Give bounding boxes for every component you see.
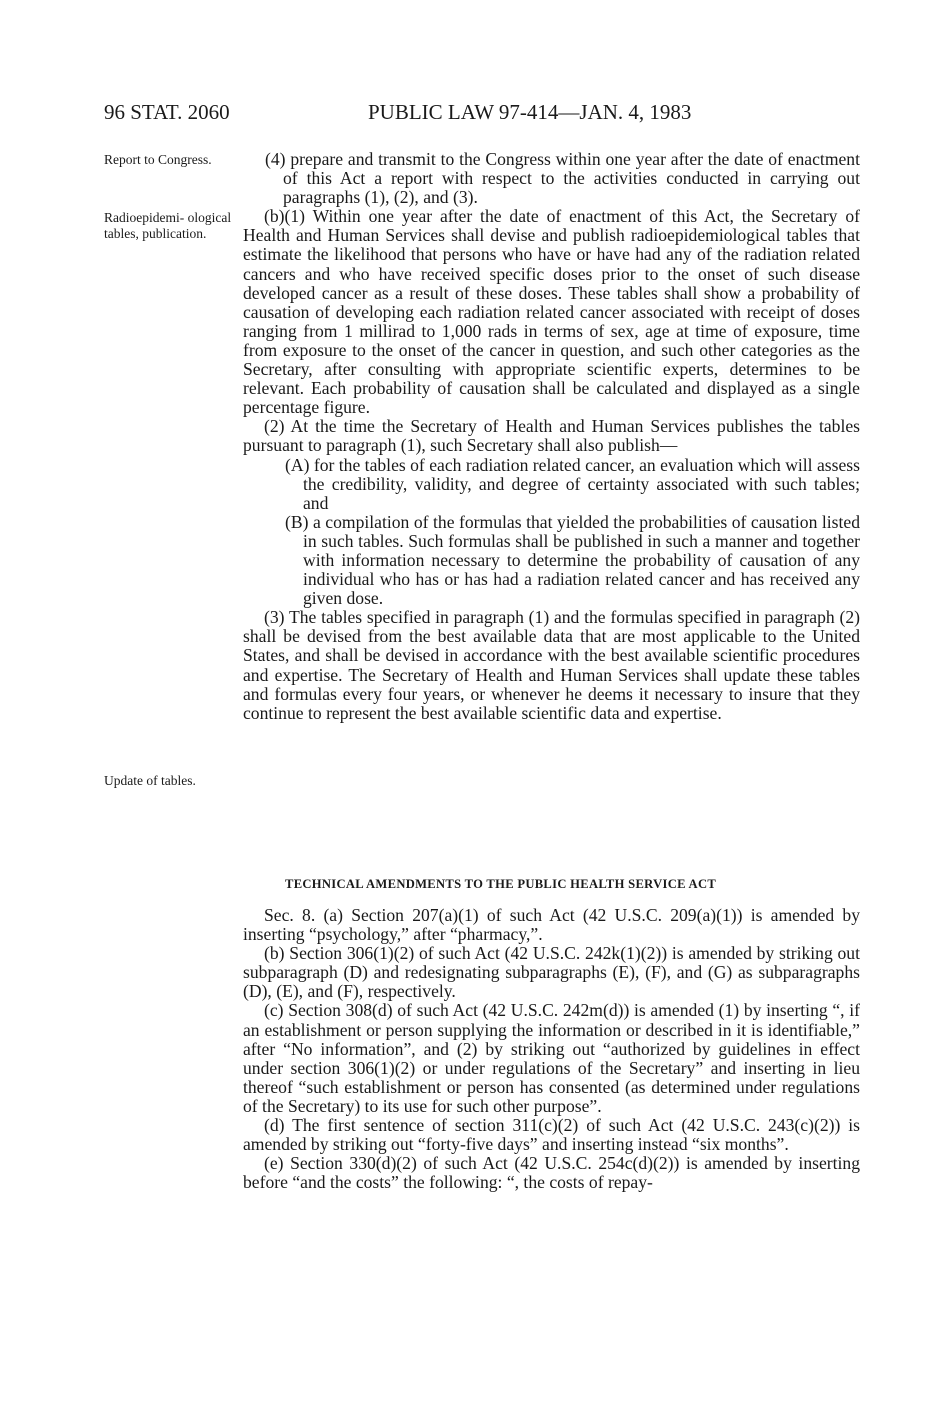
paragraph-b1: (b)(1) Within one year after the date of enactment of this Act, the Secretary of Health and Human Services shall devise and publish radioepidemiological tables that estimate the likelihood that persons who have or have had any of the radiation related cancers and who have received specific doses prior to the onset of such disease developed cancer as a result of these doses. These tables shall show a probability of causation of developing each radiation related cancer associated with receipt of doses ranging from 1 millirad to 1,000 rads in terms of sex, age at time of exposure, time from exposure to the onset of the cancer in question, and such other categories as the Secretary, after consulting with appropriate scientific experts, determines to be relevant. Each probability of causation shall be calculated and displayed as a single percentage figure. bbox=[243, 206, 860, 418]
body-text-bottom bbox=[243, 906, 860, 1192]
paragraph-sec8-d: (d) The first sentence of section 311(c)(2) of such Act (42 U.S.C. 243(c)(2)) is amended by striking out “forty-five days” and inserting instead “six months”. bbox=[243, 1115, 860, 1155]
margin-note-update: Update of tables. bbox=[104, 773, 196, 788]
paragraph-a4: (4) prepare and transmit to the Congress within one year after the date of enactment of this Act a report with respect to the activities conducted in carrying out paragraphs (1), (2), and (3). bbox=[265, 149, 860, 208]
section-heading: TECHNICAL AMENDMENTS TO THE PUBLIC HEALTH SERVICE ACT bbox=[285, 877, 717, 891]
paragraph-sec8-c: (c) Section 308(d) of such Act (42 U.S.C. 242m(d)) is amended (1) by inserting “, if an establishment or person supplying the information or described in it is identifiable,” after “No information”, and (2) by striking out “authorized by guidelines in effect under section 306(1)(2) or under regulations of the Secretary” and inserting in lieu thereof “such establishment or person has consented (as determined under regulations of the Secretary) to its use for such other purpose”. bbox=[243, 1000, 860, 1116]
paragraph-b3: (3) The tables specified in paragraph (1) and the formulas specified in paragraph (2) shall be devised from the best available data that are most applicable to the United States, and shall be devised in accordance with the best available scientific procedures and expertise. The Secretary of Health and Human Services shall update these tables and formulas every four years, or whenever he deems it necessary to insure that they continue to represent the best available scientific data and expertise. bbox=[243, 607, 860, 723]
margin-note-report: Report to Congress. bbox=[104, 152, 212, 167]
paragraph-b2-a: (A) for the tables of each radiation related cancer, an evaluation which will assess the credibility, validity, and degree of certainty associated with such tables; and bbox=[285, 454, 860, 513]
page-header bbox=[104, 100, 844, 130]
paragraph-sec8-e: (e) Section 330(d)(2) of such Act (42 U.S.C. 254c(d)(2)) is amended by inserting before “and the costs” the following: “, the costs of repay- bbox=[243, 1153, 860, 1193]
paragraph-b2: (2) At the time the Secretary of Health and Human Services publishes the tables pursuant to paragraph (1), such Secretary shall also publish— bbox=[243, 416, 860, 456]
paragraph-b2-b: (B) a compilation of the formulas that yielded the probabilities of causation listed in such tables. Such formulas shall be published in such a manner and together with information necessary to determine the probability of causation of any individual who has or has had a radiation related cancer and has received any given dose. bbox=[285, 511, 860, 609]
body-text-top bbox=[243, 150, 860, 723]
law-title: PUBLIC LAW 97-414—JAN. 4, 1983 bbox=[368, 100, 692, 124]
paragraph-sec8-b: (b) Section 306(1)(2) of such Act (42 U.S.C. 242k(1)(2)) is amended by striking out subparagraph (D) and redesignating subparagraphs (E), (F), and (G) as subparagraphs (D), (E), and (F), respectively. bbox=[243, 943, 860, 1002]
margin-note-radioepidemiological: Radioepidemi- ological tables, publication. bbox=[104, 210, 232, 241]
statute-reference: 96 STAT. 2060 bbox=[104, 100, 230, 124]
paragraph-sec8-a: Sec. 8. (a) Section 207(a)(1) of such Act (42 U.S.C. 209(a)(1)) is amended by inserting “psychology,” after “pharmacy,”. bbox=[243, 905, 860, 945]
